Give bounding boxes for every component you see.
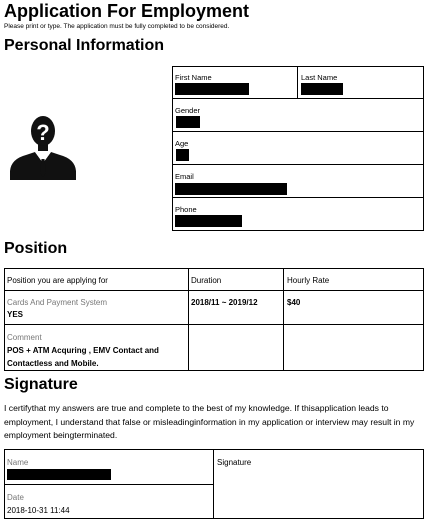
page-subtitle: Please print or type. The application must be fully completed to be considered. [4, 23, 230, 30]
age-field[interactable] [172, 132, 424, 164]
redacted-first-name [175, 83, 249, 95]
person-silhouette-icon [8, 115, 78, 180]
redacted-name [7, 469, 111, 480]
col-header-rate: Hourly Rate [287, 276, 330, 285]
comment-line-1: POS + ATM Acquring , EMV Contact and [7, 346, 159, 355]
job-value: YES [7, 310, 24, 319]
page-title: Application For Employment [4, 1, 250, 21]
certification-line-2: employment, I understand that false or misleadinginformation in my application or interview may result in my [4, 416, 415, 427]
phone-label: Phone [175, 205, 197, 214]
comment-label: Comment [7, 333, 42, 342]
email-field[interactable] [172, 165, 424, 197]
redacted-phone [175, 215, 242, 227]
first-name-field[interactable] [172, 66, 297, 98]
gender-label: Gender [175, 106, 201, 115]
certification-text [4, 402, 414, 443]
age-label: Age [175, 139, 189, 148]
redacted-age [176, 149, 189, 161]
redacted-email [175, 183, 287, 195]
signature-label: Signature [217, 458, 252, 467]
name-label: Name [7, 458, 29, 467]
col-header-duration: Duration [191, 276, 222, 285]
duration-value: 2018/11 ~ 2019/12 [191, 298, 258, 307]
phone-field[interactable] [172, 198, 424, 231]
svg-text:?: ? [36, 120, 50, 145]
divider [4, 324, 424, 325]
email-label: Email [175, 172, 194, 181]
date-label: Date [7, 493, 24, 502]
gender-field[interactable] [172, 99, 424, 131]
position-heading: Position [4, 240, 68, 257]
comment-line-2: Contactless and Mobile. [7, 359, 99, 368]
last-name-field[interactable] [298, 66, 424, 98]
job-title: Cards And Payment System [7, 298, 108, 307]
rate-value: $40 [287, 298, 301, 307]
redacted-last-name [301, 83, 343, 95]
signature-field[interactable] [214, 449, 424, 519]
first-name-label: First Name [175, 73, 212, 82]
signature-heading: Signature [4, 376, 78, 393]
redacted-gender [176, 116, 200, 128]
name-field[interactable] [4, 449, 213, 484]
date-value: 2018-10-31 11:44 [7, 506, 70, 515]
personal-heading: Personal Information [4, 37, 165, 54]
divider [188, 268, 189, 371]
divider [283, 268, 284, 371]
col-header-position: Position you are applying for [7, 276, 108, 285]
certification-line-1: I certifythat my answers are true and complete to the best of my knowledge. If thisapplication leads to [4, 403, 389, 413]
last-name-label: Last Name [301, 73, 338, 82]
date-field[interactable] [4, 485, 213, 519]
certification-line-3: employment beingterminated. [4, 430, 118, 440]
divider [4, 290, 424, 291]
